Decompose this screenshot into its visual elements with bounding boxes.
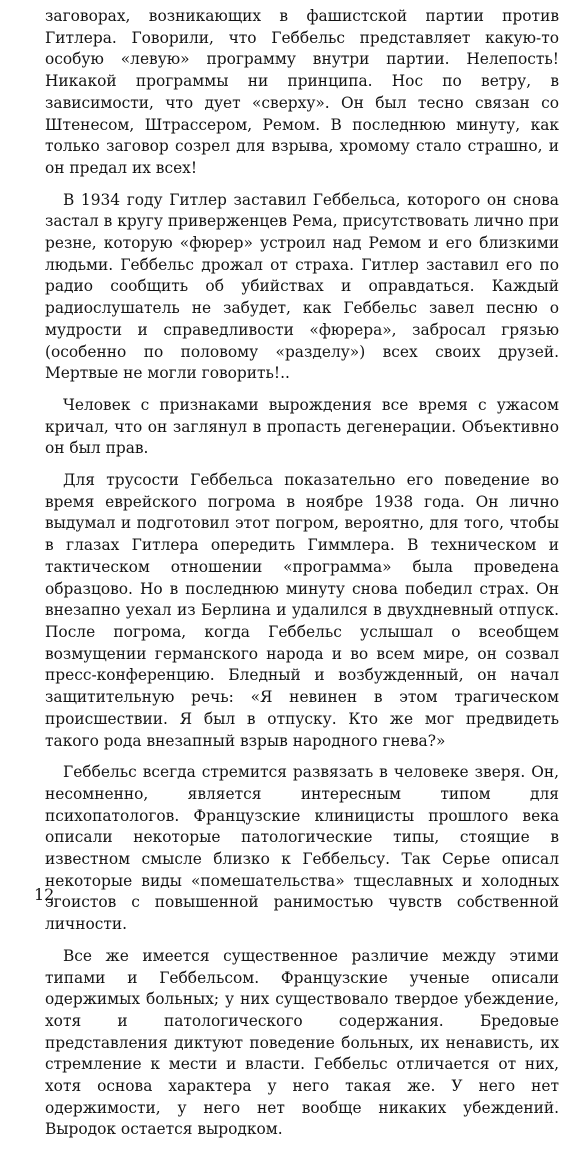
paragraph-5: Геббельс всегда стремится развязать в человеке зверя. Он, несомненно, является интересным типом для психопатологов. Французские клиницисты прошлого века описали некоторые патологические типы, стоящие в известном смысле близко к Геббельсу. Так Серье описал некоторые виды «помешательства» тщеславных и холодных эгоистов с повышенной ранимостью чувств собственной личности.: [45, 763, 559, 934]
paragraph-4: Для трусости Геббельса показательно его поведение во время еврейского погрома в ноябре 1938 года. Он лично выдумал и подготовил этот погром, вероятно, для того, чтобы в глазах Гитлера опередить Гиммлера. В техническом и тактическом отношении «программа» была проведена образцово. Но в последнюю минуту снова победил страх. Он внезапно уехал из Берлина и удалился в двухдневный отпуск. После погрома, когда Геббельс услышал о всеобщем возмущении германского народа и во всем мире, он созвал пресс-конференцию. Бледный и возбужденный, он начал защитительную речь: «Я невинен в этом трагическом происшествии. Я был в отпуску. Кто же мог предвидеть такого рода внезапный взрыв народного гнева?»: [45, 471, 559, 750]
paragraph-3: Человек с признаками вырождения все время с ужасом кричал, что он заглянул в пропасть дегенерации. Объективно он был прав.: [45, 395, 559, 458]
paragraph-1: заговорах, возникающих в фашистской партии против Гитлера. Говорили, что Геббельс представляет какую-то особую «левую» программу внутри партии. Нелепость! Никакой программы ни принципа. Нос по ветру, в зависимости, что дует «сверху». Он был тесно связан со Штенесом, Штрассером, Ремом. В последнюю минуту, как только заговор созрел для взрыва, хромому стало страшно, и он предал их всех!: [45, 7, 559, 177]
paragraph-2: В 1934 году Гитлер заставил Геббельса, которого он снова застал в кругу приверженцев Рема, присутствовать лично при резне, которую «фюрер» устроил над Ремом и его близкими людьми. Геббельс дрожал от страха. Гитлер заставил его по радио сообщить об убийствах и оправдаться. Каждый радиослушатель не забудет, как Геббельс завел песню о мудрости и справедливости «фюрера», забросал грязью (особенно по половому «разделу») всех своих друзей. Мертвые не могли говорить!..: [45, 190, 559, 383]
page-number: 12: [34, 885, 55, 904]
paragraph-6: Все же имеется существенное различие между этими типами и Геббельсом. Французские ученые описали одержимых больных; у них существовало твердое убеждение, хотя и патологического содержания. Бредовые представления диктуют поведение больных, их ненависть, их стремление к мести и власти. Геббельс отличается от них, хотя основа характера у него такая же. У него нет одержимости, у него нет вообще никаких убеждений. Выродок остается выродком.: [45, 946, 559, 1139]
text-column: [45, 6, 559, 1151]
